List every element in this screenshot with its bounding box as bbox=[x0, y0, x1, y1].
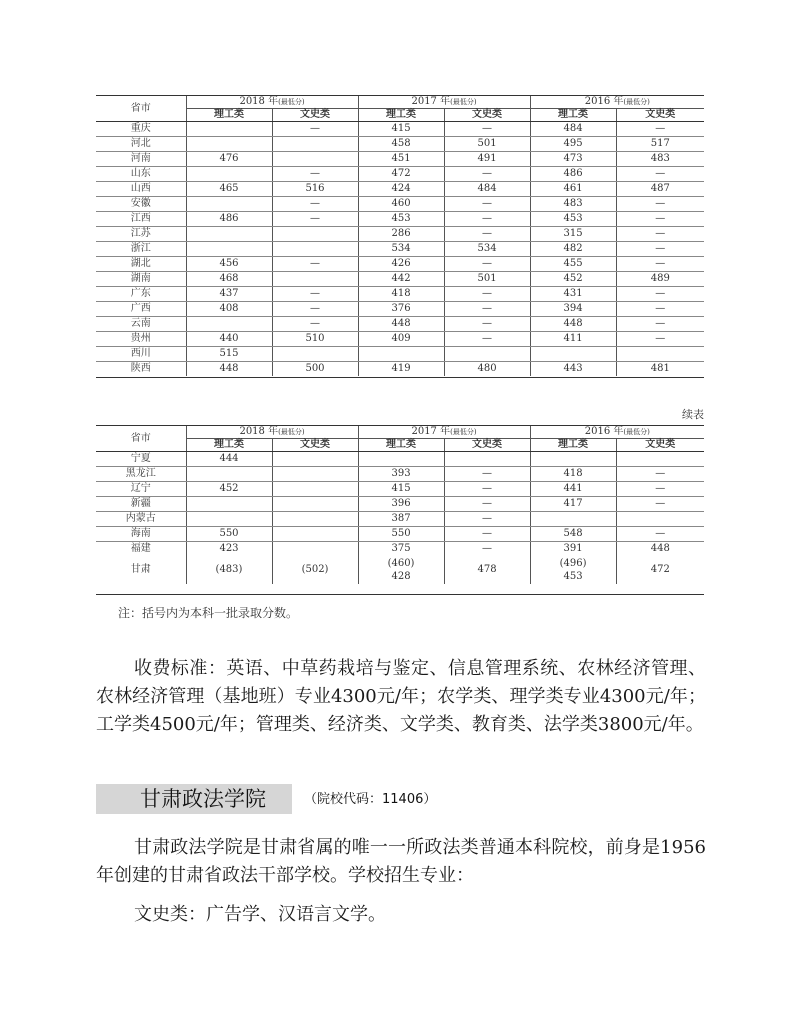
table-row bbox=[96, 332, 704, 347]
score-cell: 448 bbox=[186, 362, 272, 377]
province-cell: 浙江 bbox=[96, 242, 186, 257]
score-cell: 448 bbox=[530, 317, 616, 332]
year-2017-header: 2017 年(最低分) bbox=[358, 96, 530, 109]
score-cell: 465 bbox=[186, 182, 272, 197]
score-cell: 411 bbox=[530, 332, 616, 347]
score-cell: 441 bbox=[530, 482, 616, 497]
table-row bbox=[96, 497, 704, 512]
institution-code: （院校代码：11406） bbox=[304, 792, 437, 807]
province-cell: 贵州 bbox=[96, 332, 186, 347]
fees-paragraph: 收费标准：英语、中草药栽培与鉴定、信息管理系统、农林经济管理、农林经济管理（基地班）专业4300元/年；农学类、理学类专业4300元/年；工学类4500元/年；管理类、经济类、文学类、教育类、法学类3800元/年。 bbox=[96, 658, 706, 735]
score-cell: 473 bbox=[530, 152, 616, 167]
score-cell bbox=[272, 347, 358, 362]
score-cell: — bbox=[444, 287, 530, 302]
score-cell: — bbox=[272, 317, 358, 332]
score-cell: 548 bbox=[530, 527, 616, 542]
score-cell: — bbox=[616, 497, 704, 512]
table-row bbox=[96, 197, 704, 212]
score-cell: — bbox=[272, 287, 358, 302]
score-cell: — bbox=[616, 122, 704, 137]
score-cell bbox=[272, 272, 358, 287]
province-cell: 河北 bbox=[96, 137, 186, 152]
score-cell bbox=[272, 227, 358, 242]
table-row bbox=[96, 542, 704, 557]
table-row bbox=[96, 317, 704, 332]
sub-header: 理工类 bbox=[530, 439, 616, 452]
score-cell: 393 bbox=[358, 467, 444, 482]
province-cell: 江西 bbox=[96, 212, 186, 227]
score-cell: 460 bbox=[358, 197, 444, 212]
score-cell: 515 bbox=[186, 347, 272, 362]
score-cell: — bbox=[444, 527, 530, 542]
score-cell bbox=[616, 347, 704, 362]
score-cell: — bbox=[272, 302, 358, 317]
score-cell: — bbox=[444, 467, 530, 482]
score-cell: 452 bbox=[186, 482, 272, 497]
score-cell: 455 bbox=[530, 257, 616, 272]
score-cell: 489 bbox=[616, 272, 704, 287]
year-2017-header: 2017 年(最低分) bbox=[358, 426, 530, 439]
admission-scores-table-continued bbox=[96, 426, 704, 584]
score-cell bbox=[616, 452, 704, 467]
score-cell: 483 bbox=[530, 197, 616, 212]
province-cell: 云南 bbox=[96, 317, 186, 332]
score-cell: (502) bbox=[272, 556, 358, 584]
sub-header: 文史类 bbox=[616, 109, 704, 122]
table-row bbox=[96, 212, 704, 227]
score-cell: 448 bbox=[616, 542, 704, 557]
score-cell: 516 bbox=[272, 182, 358, 197]
province-cell: 山东 bbox=[96, 167, 186, 182]
score-cell bbox=[444, 347, 530, 362]
score-cell: 517 bbox=[616, 137, 704, 152]
score-cell: 453 bbox=[358, 212, 444, 227]
score-cell: — bbox=[444, 512, 530, 527]
province-cell: 湖南 bbox=[96, 272, 186, 287]
score-cell bbox=[186, 122, 272, 137]
score-cell: — bbox=[616, 482, 704, 497]
score-cell: — bbox=[444, 197, 530, 212]
score-cell: 483 bbox=[616, 152, 704, 167]
score-cell: 426 bbox=[358, 257, 444, 272]
province-cell: 江苏 bbox=[96, 227, 186, 242]
province-cell: 海南 bbox=[96, 527, 186, 542]
province-cell: 宁夏 bbox=[96, 452, 186, 467]
score-cell bbox=[186, 137, 272, 152]
score-cell: — bbox=[616, 332, 704, 347]
province-cell: 新疆 bbox=[96, 497, 186, 512]
score-cell: — bbox=[444, 257, 530, 272]
score-cell: — bbox=[444, 167, 530, 182]
year-2018-header: 2018 年(最低分) bbox=[186, 96, 358, 109]
score-cell bbox=[530, 452, 616, 467]
province-cell: 黑龙江 bbox=[96, 467, 186, 482]
score-regular: 428 bbox=[391, 571, 411, 582]
score-cell: — bbox=[272, 212, 358, 227]
score-cell: 458 bbox=[358, 137, 444, 152]
score-cell: — bbox=[616, 257, 704, 272]
score-cell: — bbox=[444, 497, 530, 512]
table-row bbox=[96, 137, 704, 152]
score-cell: 550 bbox=[186, 527, 272, 542]
section-title: 甘肃政法学院 bbox=[140, 787, 266, 811]
score-cell bbox=[186, 317, 272, 332]
score-cell: 415 bbox=[358, 122, 444, 137]
table-row bbox=[96, 467, 704, 482]
score-cell bbox=[186, 467, 272, 482]
sub-header: 文史类 bbox=[444, 439, 530, 452]
sub-header: 文史类 bbox=[272, 439, 358, 452]
score-cell: 480 bbox=[444, 362, 530, 377]
score-cell: — bbox=[272, 257, 358, 272]
score-cell: 443 bbox=[530, 362, 616, 377]
score-cell: 391 bbox=[530, 542, 616, 557]
score-cell: — bbox=[616, 197, 704, 212]
score-cell: 550 bbox=[358, 527, 444, 542]
score-cell: 484 bbox=[444, 182, 530, 197]
score-cell: 417 bbox=[530, 497, 616, 512]
sub-header: 理工类 bbox=[530, 109, 616, 122]
table-row bbox=[96, 257, 704, 272]
province-header: 省市 bbox=[96, 96, 186, 122]
score-cell: 486 bbox=[186, 212, 272, 227]
score-cell: 415 bbox=[358, 482, 444, 497]
intro-paragraph: 甘肃政法学院是甘肃省属的唯一一所政法类普通本科院校，前身是1956年创建的甘肃省政法干部学校。学校招生专业： bbox=[96, 837, 706, 886]
score-cell bbox=[272, 497, 358, 512]
score-cell: 423 bbox=[186, 542, 272, 557]
province-header: 省市 bbox=[96, 426, 186, 452]
score-cell: — bbox=[444, 332, 530, 347]
score-cell: 444 bbox=[186, 452, 272, 467]
score-cell: — bbox=[272, 122, 358, 137]
table-row bbox=[96, 227, 704, 242]
sub-header: 理工类 bbox=[358, 109, 444, 122]
score-cell bbox=[616, 512, 704, 527]
continued-label: 续表 bbox=[682, 408, 704, 421]
province-cell: 广东 bbox=[96, 287, 186, 302]
table-row bbox=[96, 362, 704, 377]
score-cell: 387 bbox=[358, 512, 444, 527]
province-cell: 福建 bbox=[130, 543, 151, 554]
score-cell bbox=[272, 137, 358, 152]
score-first-batch: (496) bbox=[559, 558, 587, 569]
score-cell: — bbox=[616, 317, 704, 332]
score-cell: 501 bbox=[444, 272, 530, 287]
table2-bottom-rule bbox=[96, 594, 704, 595]
score-cell: 481 bbox=[616, 362, 704, 377]
sub-header: 文史类 bbox=[272, 109, 358, 122]
score-cell: 476 bbox=[186, 152, 272, 167]
year-2016-header: 2016 年(最低分) bbox=[530, 426, 704, 439]
table-row bbox=[96, 452, 704, 467]
score-cell: 501 bbox=[444, 137, 530, 152]
table-footnote: 注：括号内为本科一批录取分数。 bbox=[118, 606, 299, 620]
score-cell: 376 bbox=[358, 302, 444, 317]
table-row bbox=[96, 167, 704, 182]
score-cell: 424 bbox=[358, 182, 444, 197]
score-cell: — bbox=[444, 302, 530, 317]
table-row bbox=[96, 347, 704, 362]
score-cell: — bbox=[616, 467, 704, 482]
score-cell: 419 bbox=[358, 362, 444, 377]
score-cell bbox=[186, 197, 272, 212]
score-cell bbox=[186, 242, 272, 257]
score-cell: — bbox=[616, 212, 704, 227]
score-cell: 453 bbox=[530, 212, 616, 227]
score-cell: 418 bbox=[530, 467, 616, 482]
sub-header: 理工类 bbox=[186, 109, 272, 122]
score-regular: 453 bbox=[563, 571, 583, 582]
score-cell: 448 bbox=[358, 317, 444, 332]
score-cell bbox=[358, 452, 444, 467]
year-2018-header: 2018 年(最低分) bbox=[186, 426, 358, 439]
score-cell: — bbox=[444, 482, 530, 497]
province-cell: 内蒙古 bbox=[96, 512, 186, 527]
score-cell: 418 bbox=[358, 287, 444, 302]
sub-header: 理工类 bbox=[358, 439, 444, 452]
table1-bottom-rule bbox=[96, 377, 704, 378]
score-cell: — bbox=[616, 167, 704, 182]
score-cell: 409 bbox=[358, 332, 444, 347]
score-cell bbox=[272, 452, 358, 467]
score-cell: 495 bbox=[530, 137, 616, 152]
score-cell: 472 bbox=[616, 556, 704, 584]
score-cell: — bbox=[616, 227, 704, 242]
score-cell bbox=[186, 167, 272, 182]
score-cell bbox=[444, 452, 530, 467]
province-cell: 山西 bbox=[96, 182, 186, 197]
score-cell: 396 bbox=[358, 497, 444, 512]
score-cell: — bbox=[444, 317, 530, 332]
score-cell: 437 bbox=[186, 287, 272, 302]
score-cell: 456 bbox=[186, 257, 272, 272]
table-row bbox=[96, 482, 704, 497]
score-cell: 500 bbox=[272, 362, 358, 377]
score-cell: 375 bbox=[358, 542, 444, 557]
score-first-batch: (460) bbox=[387, 558, 415, 569]
score-cell: 452 bbox=[530, 272, 616, 287]
score-cell: 442 bbox=[358, 272, 444, 287]
score-cell: 461 bbox=[530, 182, 616, 197]
table-row bbox=[96, 527, 704, 542]
score-cell: 440 bbox=[186, 332, 272, 347]
province-cell: 安徽 bbox=[96, 197, 186, 212]
table-row bbox=[96, 242, 704, 257]
table-row bbox=[96, 152, 704, 167]
score-cell: 451 bbox=[358, 152, 444, 167]
score-cell bbox=[272, 482, 358, 497]
score-cell: — bbox=[616, 527, 704, 542]
score-cell: 394 bbox=[530, 302, 616, 317]
table-row bbox=[96, 122, 704, 137]
score-cell-dual bbox=[530, 556, 616, 584]
province-cell: 重庆 bbox=[96, 122, 186, 137]
score-cell: — bbox=[616, 302, 704, 317]
score-cell: (483) bbox=[186, 556, 272, 584]
province-cell: 陕西 bbox=[130, 363, 151, 374]
score-cell bbox=[530, 347, 616, 362]
admission-scores-table bbox=[96, 96, 704, 376]
sub-header: 文史类 bbox=[444, 109, 530, 122]
table-row bbox=[96, 512, 704, 527]
score-cell: — bbox=[444, 227, 530, 242]
province-cell: 湖北 bbox=[96, 257, 186, 272]
score-cell: — bbox=[444, 542, 530, 557]
score-cell bbox=[186, 512, 272, 527]
score-cell bbox=[272, 512, 358, 527]
province-cell: 辽宁 bbox=[96, 482, 186, 497]
score-cell: 472 bbox=[358, 167, 444, 182]
score-cell: 482 bbox=[530, 242, 616, 257]
score-cell bbox=[186, 497, 272, 512]
table-row bbox=[96, 182, 704, 197]
score-cell: 478 bbox=[444, 556, 530, 584]
score-cell: — bbox=[616, 287, 704, 302]
score-cell: — bbox=[444, 122, 530, 137]
score-cell: 534 bbox=[358, 242, 444, 257]
score-cell bbox=[530, 512, 616, 527]
score-cell: 408 bbox=[186, 302, 272, 317]
year-2016-header: 2016 年(最低分) bbox=[530, 96, 704, 109]
score-cell: 286 bbox=[358, 227, 444, 242]
score-cell: 510 bbox=[272, 332, 358, 347]
score-cell: 468 bbox=[186, 272, 272, 287]
score-cell-dual bbox=[358, 556, 444, 584]
score-cell bbox=[272, 527, 358, 542]
score-cell: 491 bbox=[444, 152, 530, 167]
sub-header: 理工类 bbox=[186, 439, 272, 452]
score-cell bbox=[272, 152, 358, 167]
score-cell: 486 bbox=[530, 167, 616, 182]
score-cell: 484 bbox=[530, 122, 616, 137]
table-row bbox=[96, 302, 704, 317]
sub-header: 文史类 bbox=[616, 439, 704, 452]
score-cell: — bbox=[444, 212, 530, 227]
score-cell: 487 bbox=[616, 182, 704, 197]
score-cell bbox=[272, 467, 358, 482]
score-cell bbox=[358, 347, 444, 362]
score-cell bbox=[272, 542, 358, 557]
score-cell: 534 bbox=[444, 242, 530, 257]
score-cell: — bbox=[272, 197, 358, 212]
province-cell: 甘肃 bbox=[130, 564, 151, 575]
province-cell: 广西 bbox=[96, 302, 186, 317]
score-cell: — bbox=[272, 167, 358, 182]
province-cell: 西川 bbox=[96, 347, 186, 362]
score-cell: 431 bbox=[530, 287, 616, 302]
province-cell: 河南 bbox=[96, 152, 186, 167]
score-cell: — bbox=[616, 242, 704, 257]
majors-paragraph: 文史类：广告学、汉语言文学。 bbox=[134, 904, 386, 925]
table-row bbox=[96, 287, 704, 302]
table-row bbox=[96, 272, 704, 287]
score-cell bbox=[272, 242, 358, 257]
table-row-gansu bbox=[96, 556, 704, 584]
score-cell bbox=[186, 227, 272, 242]
score-cell: 315 bbox=[530, 227, 616, 242]
